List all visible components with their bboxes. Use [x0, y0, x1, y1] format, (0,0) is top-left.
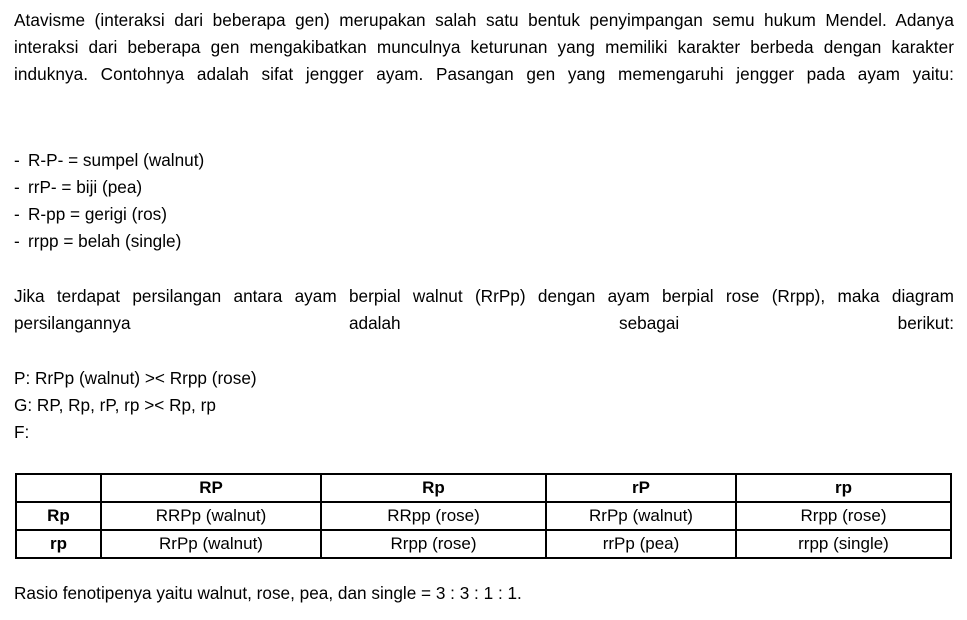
table-row	[16, 530, 951, 558]
hyphen-bullet-icon: -	[14, 231, 20, 251]
table-cell: RRpp (rose)	[321, 502, 546, 530]
cross-notation-block	[14, 365, 614, 446]
gene-pair-list	[14, 147, 514, 255]
list-item-label: R-pp = gerigi (ros)	[28, 204, 167, 224]
table-row	[16, 502, 951, 530]
cross-description-paragraph: Jika terdapat persilangan antara ayam berpial walnut (RrPp) dengan ayam berpial rose (Rrpp), maka diagram persilangannya adalah sebagai berikut:	[14, 286, 954, 333]
hyphen-bullet-icon: -	[14, 150, 20, 170]
table-header-row	[16, 474, 951, 502]
row-header-rp-lowercase: rp	[16, 530, 101, 558]
table-cell: RRPp (walnut)	[101, 502, 321, 530]
column-header-rp-uppercase: RP	[101, 474, 321, 502]
punnett-square-table	[15, 473, 952, 559]
gamete-line: G: RP, Rp, rP, rp >< Rp, rp	[14, 395, 216, 415]
intro-paragraph: Atavisme (interaksi dari beberapa gen) merupakan salah satu bentuk penyimpangan semu hukum Mendel. Adanya interaksi dari beberapa gen mengakibatkan munculnya keturunan yang memiliki karakter berbeda dengan karakter induknya. Contohnya adalah sifat jengger ayam. Pasangan gen yang memengaruhi jengger pada ayam yaitu:	[14, 10, 954, 84]
row-header-rp: Rp	[16, 502, 101, 530]
column-header-rp-lowercase: rp	[736, 474, 951, 502]
punnett-square-container	[15, 473, 950, 559]
table-cell: Rrpp (rose)	[321, 530, 546, 558]
table-cell: rrpp (single)	[736, 530, 951, 558]
parental-generation-line: P: RrPp (walnut) >< Rrpp (rose)	[14, 368, 257, 388]
list-item	[14, 174, 514, 201]
table-corner-cell	[16, 474, 101, 502]
list-item-label: R-P- = sumpel (walnut)	[28, 150, 205, 170]
list-item-label: rrP- = biji (pea)	[28, 177, 143, 197]
table-cell: Rrpp (rose)	[736, 502, 951, 530]
filial-generation-line: F:	[14, 422, 30, 442]
column-header-rp-lowercase-p: Rp	[321, 474, 546, 502]
list-item	[14, 228, 514, 255]
list-item-label: rrpp = belah (single)	[28, 231, 182, 251]
table-cell: rrPp (pea)	[546, 530, 736, 558]
hyphen-bullet-icon: -	[14, 177, 20, 197]
phenotype-ratio-conclusion: Rasio fenotipenya yaitu walnut, rose, pea, dan single = 3 : 3 : 1 : 1.	[14, 583, 522, 603]
hyphen-bullet-icon: -	[14, 204, 20, 224]
list-item	[14, 201, 514, 228]
table-cell: RrPp (walnut)	[546, 502, 736, 530]
table-cell: RrPp (walnut)	[101, 530, 321, 558]
column-header-lowercase-r-uppercase-p: rP	[546, 474, 736, 502]
list-item	[14, 147, 514, 174]
